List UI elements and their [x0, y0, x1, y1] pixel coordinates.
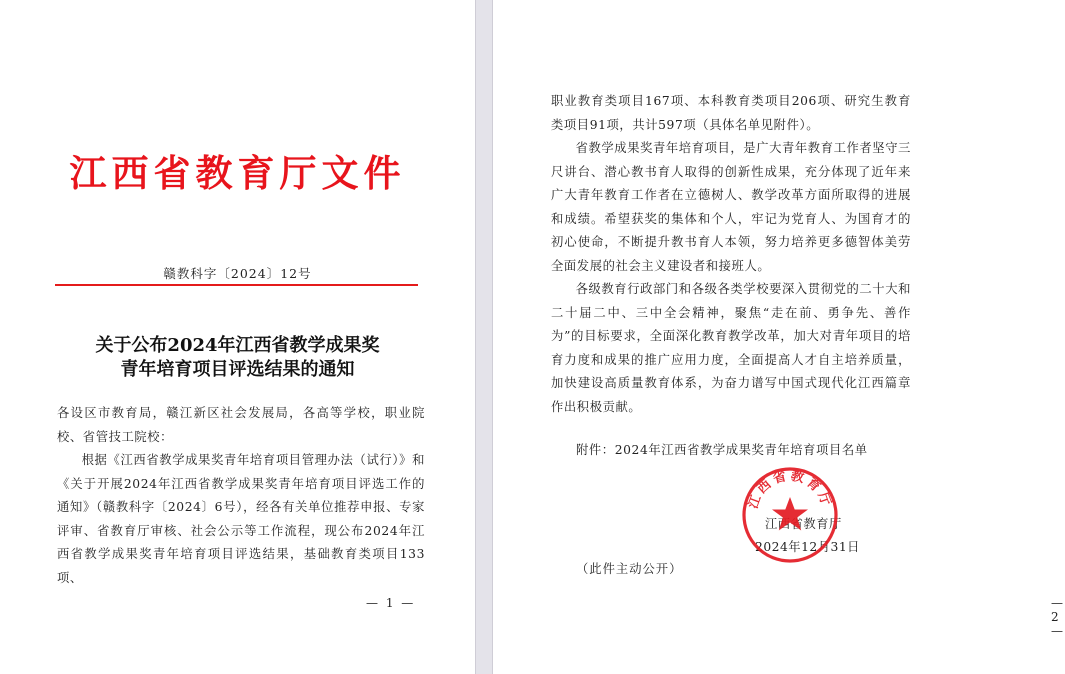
signature-organization: 江西省教育厅	[765, 517, 842, 531]
document-header: 江西省教育厅文件	[69, 151, 406, 195]
signature-date: 2024年12月31日	[755, 540, 860, 554]
paragraph-1-continuation: 职业教育类项目167项、本科教育类项目206项、研究生教育类项目91项，共计597项（具体名单见附件）。	[551, 94, 911, 132]
notice-title-line-2: 青年培育项目评选结果的通知	[120, 359, 355, 380]
paragraph-1: 根据《江西省教学成果奖青年培育项目管理办法（试行）》和《关于开展2024年江西省教学成果奖青年培育项目评选工作的通知》（赣教科字〔2024〕6号），经各有关单位推荐申报、专家评审、省教育厅审核、社会公示等工作流程，现公布2024年江西省教学成果奖青年培育项目评选结果，基础教育类项目133项、	[57, 453, 425, 585]
red-divider-rule	[55, 284, 418, 286]
page-1	[0, 0, 475, 674]
paragraph-3: 各级教育行政部门和各级各类学校要深入贯彻党的二十大和二十届二中、三中全会精神，聚焦“走在前、勇争先、善作为”的目标要求，全面深化教育教学改革，加大对青年项目的培育力度和成果的推广应用力度，全面提高人才自主培养质量，加快建设高质量教育体系，为奋力谱写中国式现代化江西篇章作出积极贡献。	[551, 282, 911, 414]
page-gutter	[475, 0, 493, 674]
official-seal-icon	[740, 465, 840, 565]
page-2-body	[551, 90, 911, 419]
page-2	[493, 0, 1065, 674]
page-number-2: — 2 —	[1051, 596, 1065, 638]
notice-title	[0, 334, 475, 382]
notice-title-line-1: 关于公布2024年江西省教学成果奖	[95, 335, 380, 356]
page-number-1: — 1 —	[366, 596, 416, 610]
addressee: 各设区市教育局，赣江新区社会发展局，各高等学校，职业院校、省管技工院校：	[57, 406, 425, 444]
attachment-line: 附件：2024年江西省教学成果奖青年培育项目名单	[576, 443, 868, 457]
document-number: 赣教科字〔2024〕12号	[163, 266, 312, 281]
public-disclosure-note: （此件主动公开）	[576, 562, 683, 576]
paragraph-2: 省教学成果奖青年培育项目，是广大青年教育工作者坚守三尺讲台、潜心教书育人取得的创新性成果，充分体现了近年来广大青年教育工作者在立德树人、教学改革方面所取得的进展和成绩。希望获奖的集体和个人，牢记为党育人、为国育才的初心使命，不断提升教书育人本领，努力培养更多德智体美劳全面发展的社会主义建设者和接班人。	[551, 141, 911, 273]
svg-text:江西省教育厅: 江西省教育厅	[745, 468, 835, 511]
